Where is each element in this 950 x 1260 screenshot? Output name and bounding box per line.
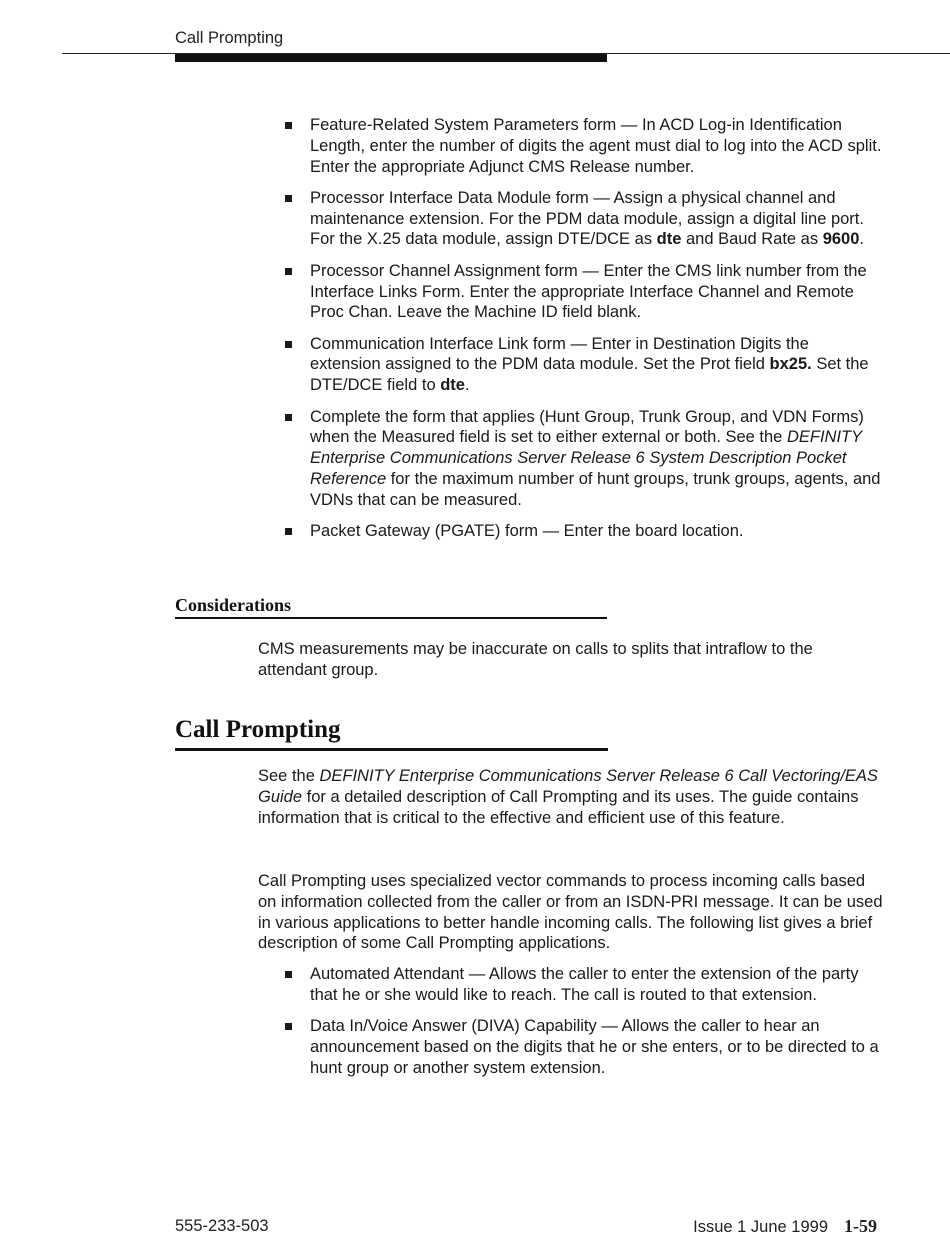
considerations-paragraph: CMS measurements may be inaccurate on calls to splits that intraflow to the attendant group. — [258, 640, 813, 679]
section-title: Call Prompting — [175, 716, 341, 743]
footer-issue — [693, 1216, 877, 1237]
list-item: Packet Gateway (PGATE) form — Enter the board location. — [283, 521, 883, 542]
list-item: Complete the form that applies (Hunt Group, Trunk Group, and VDN Forms) when the Measured field is set to either external or both. See the DEFINITY Enterprise Communications Server Release 6 System Description Pocket Reference for the maximum number of hunt groups, trunk groups, agents, and VDNs that can be measured. — [283, 407, 883, 511]
list-item: Automated Attendant — Allows the caller to enter the extension of the party that he or she would like to reach. The call is routed to that extension. — [283, 964, 883, 1006]
bullet-icon — [285, 1023, 292, 1030]
bullet-icon — [285, 268, 292, 275]
page-number: 1-59 — [844, 1216, 877, 1236]
bullet-icon — [285, 971, 292, 978]
considerations-rule — [175, 617, 607, 619]
bullet-icon — [285, 414, 292, 421]
header-bar — [175, 54, 607, 62]
list-item: Processor Channel Assignment form — Enter the CMS link number from the Interface Links Form. Enter the appropriate Interface Channel and Remote Proc Chan. Leave the Machine ID field blank. — [283, 261, 883, 323]
bullet-icon — [285, 341, 292, 348]
bullet-icon — [285, 122, 292, 129]
uses-paragraph: Call Prompting uses specialized vector commands to process incoming calls based on information collected from the caller or from an ISDN-PRI message. It can be used in various applications to better handle incoming calls. The following list gives a brief description of some Call Prompting applications. — [258, 872, 883, 953]
list-item: Data In/Voice Answer (DIVA) Capability — Allows the caller to hear an announcement based on the digits that he or she enters, or to be directed to a hunt group or another system extension. — [283, 1016, 883, 1078]
doc-number: 555-233-503 — [175, 1217, 269, 1235]
list-item: Processor Interface Data Module form — Assign a physical channel and maintenance extension. For the PDM data module, assign a digital line port. For the X.25 data module, assign DTE/DCE as dte and Baud Rate as 9600. — [283, 188, 883, 250]
list-item: Communication Interface Link form — Enter in Destination Digits the extension assigned to the PDM data module. Set the Prot field bx25. Set the DTE/DCE field to dte. — [283, 334, 883, 396]
issue-date: Issue 1 June 1999 — [693, 1218, 828, 1236]
see-guide-paragraph: See the DEFINITY Enterprise Communications Server Release 6 Call Vectoring/EAS Guide for a detailed description of Call Prompting and its uses. The guide contains information that is critical to the effective and efficient use of this feature. — [258, 767, 878, 827]
running-header: Call Prompting — [175, 29, 284, 47]
considerations-heading: Considerations — [175, 595, 292, 615]
section-rule — [175, 748, 608, 751]
form-list — [283, 115, 883, 552]
bullet-icon — [285, 195, 292, 202]
applications-list — [283, 964, 883, 1089]
list-item: Feature-Related System Parameters form — In ACD Log-in Identification Length, enter the number of digits the agent must dial to log into the ACD split. Enter the appropriate Adjunct CMS Release number. — [283, 115, 883, 177]
bullet-icon — [285, 528, 292, 535]
